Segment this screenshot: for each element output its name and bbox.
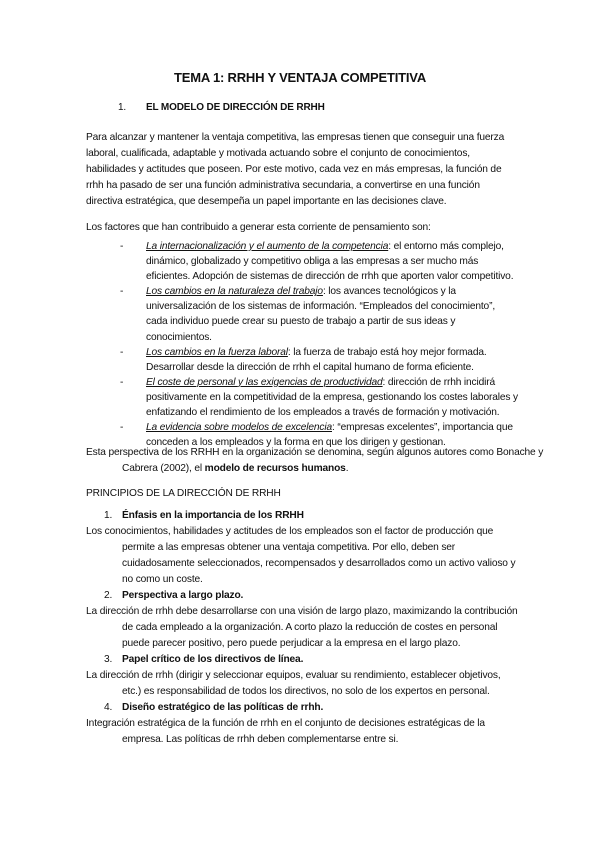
principle-number: 2. <box>104 590 113 601</box>
principle-number: 1. <box>104 510 113 521</box>
principle-title <box>86 652 518 668</box>
principle-number: 4. <box>104 702 113 713</box>
factor-text: : dirección de rrhh incidirá positivamente en la competitividad de la empresa, gestionando los costes laborales y enfatizando el rendimiento de los empleados a través de formación y motivación. <box>146 376 518 419</box>
principle-title-text: Papel crítico de los directivos de línea. <box>122 654 304 665</box>
principle-text: La dirección de rrhh debe desarrollarse con una visión de largo plazo, maximizando la contribución de cada empleado a la organización. A corto plazo la reducción de costes en personal puede parecer positivo, pero puede perjudicar a la empresa en el largo plazo. <box>86 606 518 649</box>
intro-paragraph: Para alcanzar y mantener la ventaja competitiva, las empresas tienen que conseguir una fuerza laboral, cualificada, adaptable y motivada actuando sobre el conjunto de conocimientos, habilidades y actitudes que poseen. Por este motivo, cada vez en más empresas, la función de rrhh ha pasado de ser una función administrativa secundaria, a convertirse en una función directiva estratégica, que desempeña un papel importante en las decisiones clave. <box>86 132 505 207</box>
perspective-paragraph <box>86 445 554 477</box>
bullet-dash: - <box>120 286 124 298</box>
factor-item <box>86 345 518 375</box>
factor-item <box>86 284 518 344</box>
principle-number: 3. <box>104 654 113 665</box>
section-heading <box>118 100 325 116</box>
factors-list <box>86 239 518 450</box>
section-heading-text: EL MODELO DE DIRECCIÓN DE RRHH <box>146 102 325 113</box>
perspective-text: Esta perspectiva de los RRHH en la organización se denomina, según algunos autores como Bonache y Cabrera (2002), el <box>86 447 544 474</box>
factor-term: El coste de personal y las exigencias de productividad <box>146 376 383 388</box>
factor-term: La internacionalización y el aumento de la competencia <box>146 241 389 252</box>
principle-title <box>86 700 518 716</box>
principle-title-text: Énfasis en la importancia de los RRHH <box>122 510 304 521</box>
principle-text: La dirección de rrhh (dirigir y seleccionar equipos, evaluar su rendimiento, establecer objetivos, etc.) es responsabilidad de todos los directivos, no solo de los expertos en personal. <box>86 670 501 697</box>
factor-text: : “empresas excelentes”, importancia que conceden a los empleados y la forma en que los dirigen y gestionan. <box>146 422 513 449</box>
principles-section <box>86 486 518 748</box>
bullet-dash: - <box>120 376 124 388</box>
principle-text: Los conocimientos, habilidades y actitudes de los empleados son el factor de producción que permite a las empresas obtener una ventaja competitiva. Por ello, deben ser cuidadosamente seleccionados, recompensados y desarrollados como un activo valioso y no como un coste. <box>86 526 516 585</box>
principle-title <box>86 508 518 524</box>
factor-text: : los avances tecnológicos y la universalización de los sistemas de información. “Empleados del conocimiento”, cada individuo puede crear su puesto de trabajo a partir de sus ideas y conocimientos. <box>146 286 495 343</box>
bullet-dash: - <box>120 241 124 252</box>
principles-heading: PRINCIPIOS DE LA DIRECCIÓN DE RRHH <box>86 488 281 499</box>
factor-text: : la fuerza de trabajo está hoy mejor formada. Desarrollar desde la dirección de rrhh el capital humano de forma eficiente. <box>146 346 487 373</box>
section-number: 1. <box>118 102 127 113</box>
principle-title-text: Diseño estratégico de las políticas de rrhh. <box>122 702 324 713</box>
perspective-bold: modelo de recursos humanos <box>204 463 346 474</box>
bullet-dash: - <box>120 422 124 434</box>
factor-item <box>86 375 518 420</box>
intro-block <box>86 130 518 236</box>
factor-term: Los cambios en la fuerza laboral <box>146 346 288 358</box>
principle-title-text: Perspectiva a largo plazo. <box>122 590 244 601</box>
factor-term: La evidencia sobre modelos de excelencia <box>146 422 332 434</box>
bullet-dash: - <box>120 346 124 358</box>
factor-item <box>86 239 518 284</box>
factor-text: : el entorno más complejo, dinámico, globalizado y competitivo obliga a las empresas a ser mucho más eficientes. Adopción de sistemas de dirección de rrhh que aporten valor competitivo. <box>146 241 514 283</box>
perspective-end: . <box>345 463 349 474</box>
document-title: TEMA 1: RRHH Y VENTAJA COMPETITIVA <box>173 70 427 85</box>
factors-lead: Los factores que han contribuido a generar esta corriente de pensamiento son: <box>86 222 431 233</box>
factor-term: Los cambios en la naturaleza del trabajo <box>146 286 323 298</box>
principle-text: Integración estratégica de la función de rrhh en el conjunto de decisiones estratégicas de la empresa. Las políticas de rrhh deben complementarse entre si. <box>86 718 485 745</box>
principle-title <box>86 588 518 604</box>
